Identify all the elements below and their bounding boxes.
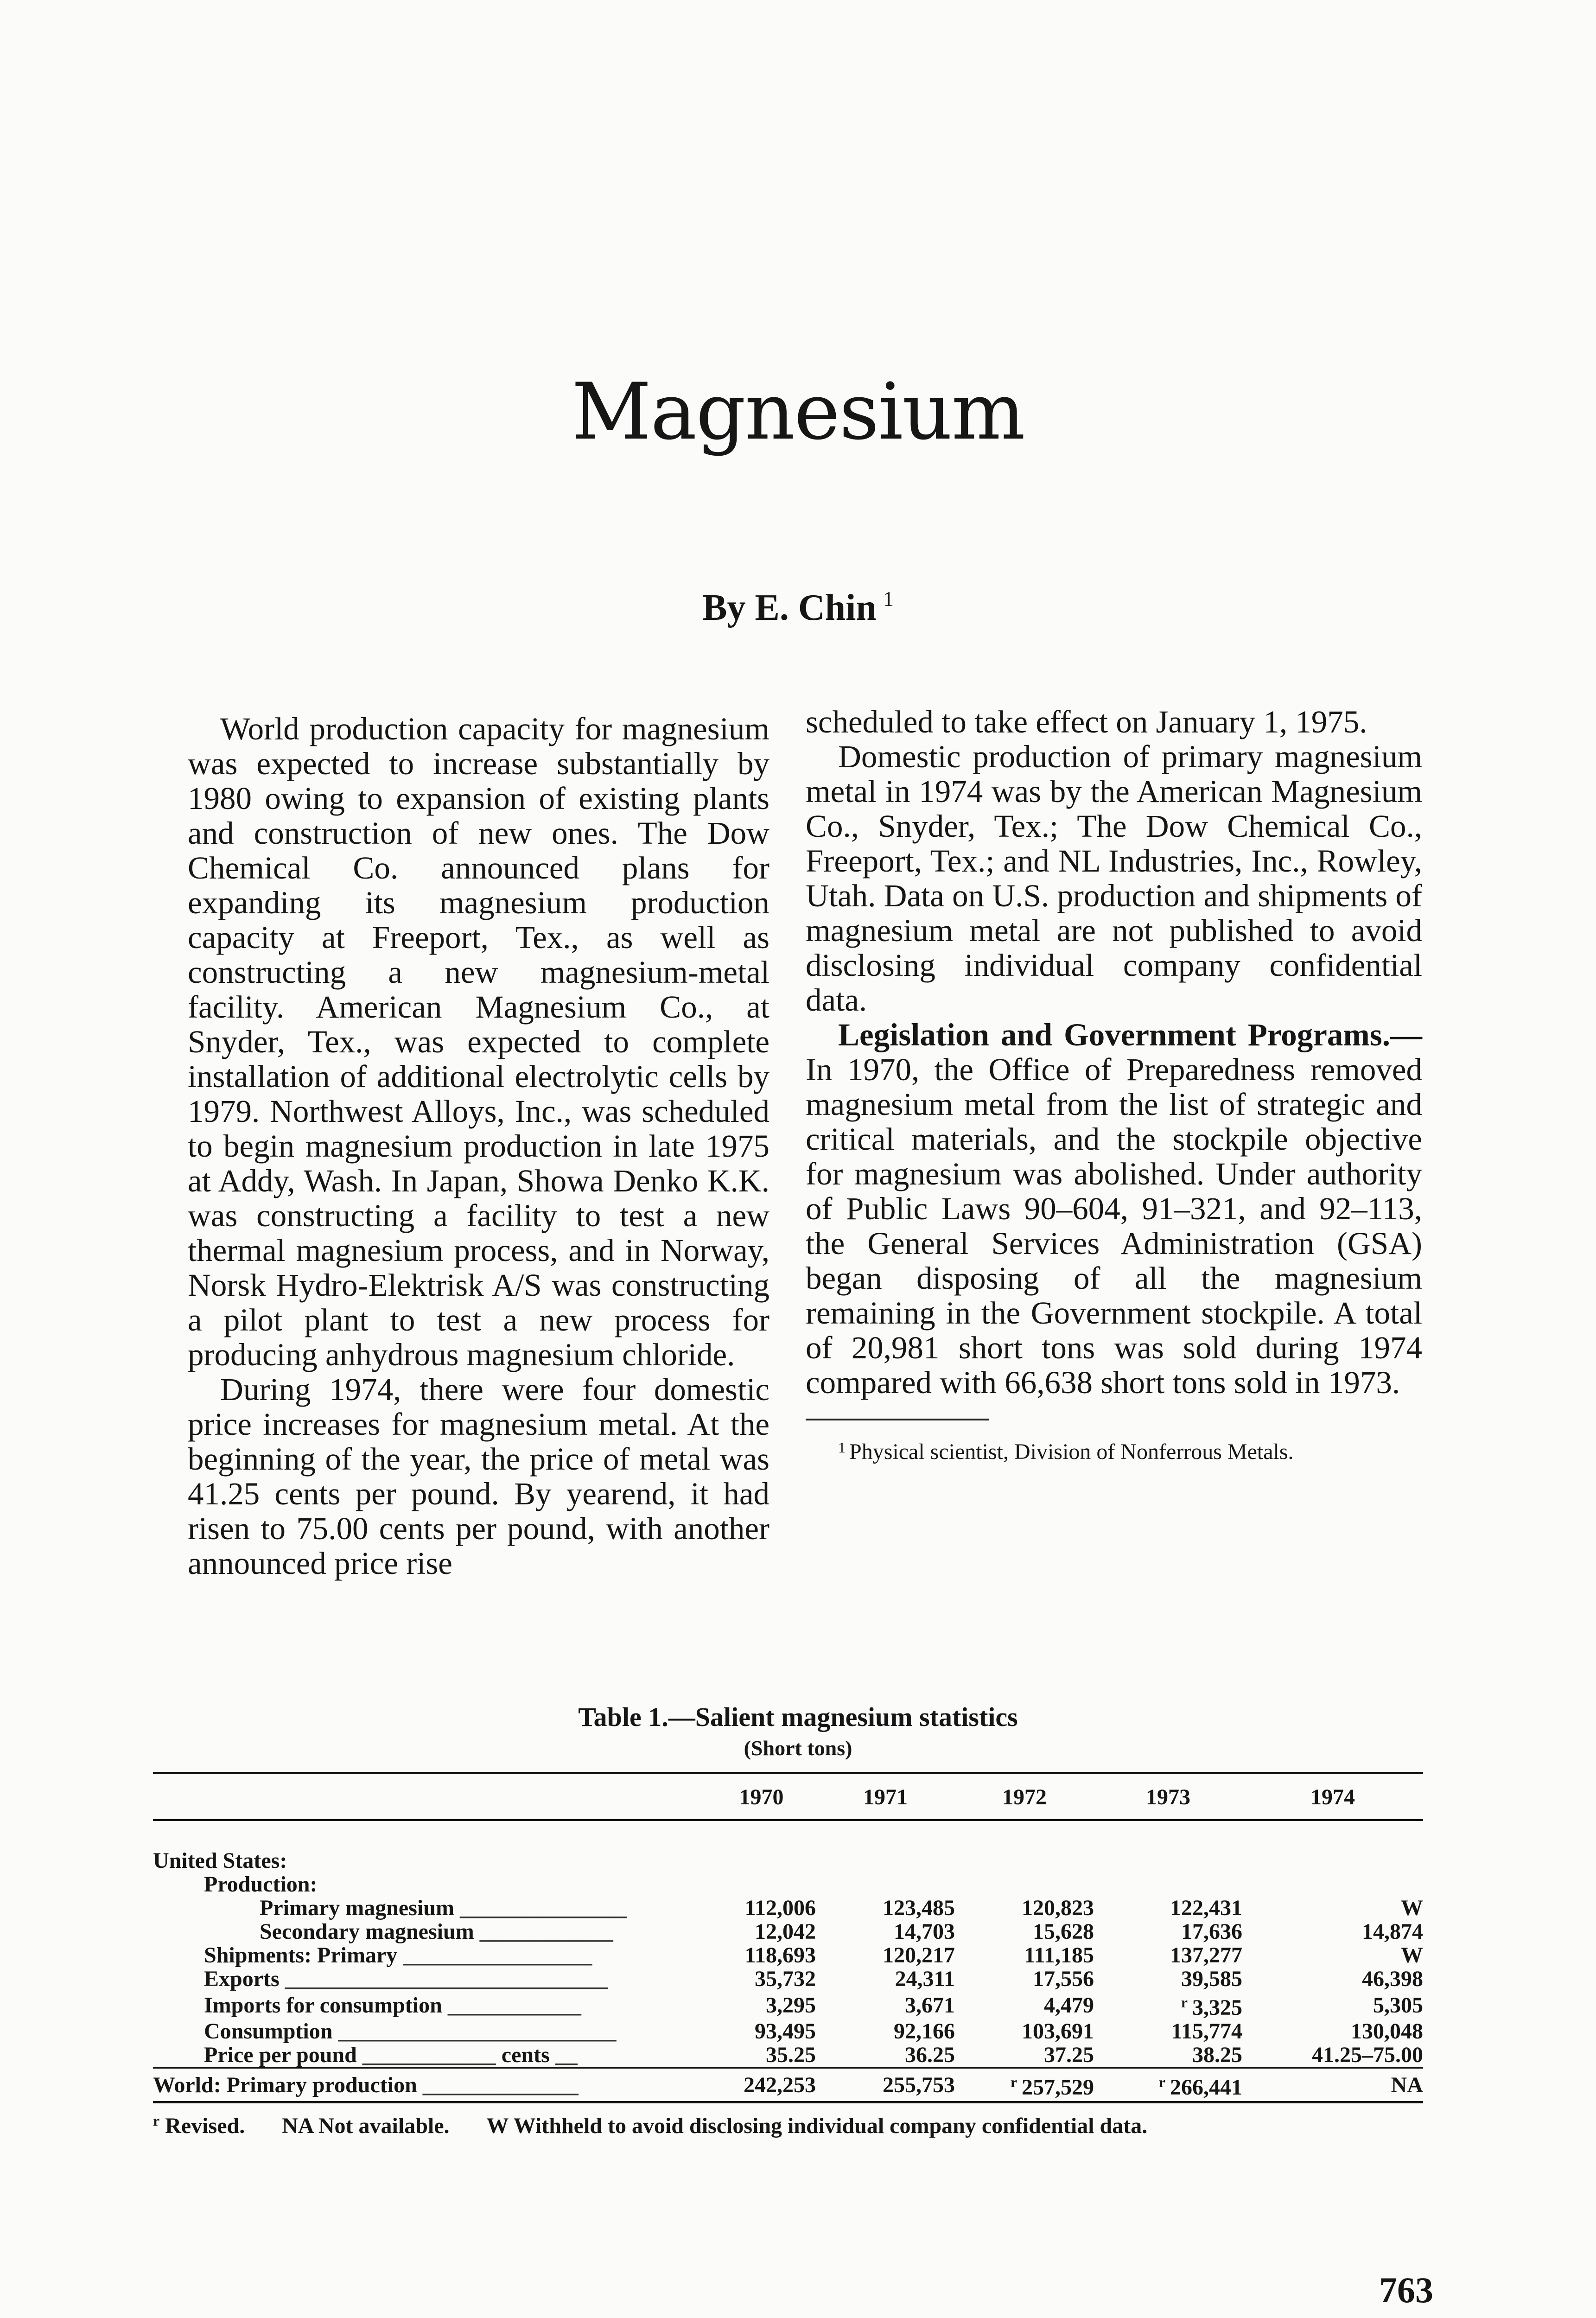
cell: 103,691 — [1022, 2019, 1094, 2044]
cell: 14,874 — [1362, 1919, 1423, 1944]
row-label: World: Primary production — [153, 2072, 417, 2097]
row-label: Primary magnesium — [260, 1896, 454, 1920]
table-row: Consumption _________________________ 93,495 92,166 103,691 115,774 130,048 — [153, 2019, 1423, 2043]
table-row: Imports for consumption ____________ 3,295 3,671 4,479 $^r$ 3,325 5,305 — [153, 1991, 1423, 2019]
byline — [0, 586, 1596, 629]
section-heading: Legislation and Government Programs.— — [838, 1017, 1422, 1052]
table-row: Price per pound ____________ cents __ 35.25 36.25 37.25 38.25 41.25–75.00 — [153, 2043, 1423, 2068]
cell: 118,693 — [744, 1943, 816, 1968]
header-1973: 1973 — [1094, 1773, 1242, 1821]
cell: 37.25 — [1044, 2043, 1094, 2067]
cell: 15,628 — [1033, 1919, 1094, 1944]
table-row: Secondary magnesium ____________ 12,042 14,703 15,628 17,636 14,874 — [153, 1920, 1423, 1943]
table-header-row — [153, 1773, 1423, 1821]
cell — [955, 2068, 1094, 2102]
table-caption: Table 1.—Salient magnesium statistics — [578, 1702, 1018, 1732]
cell: 36.25 — [905, 2043, 955, 2067]
left-column — [188, 712, 769, 1581]
statistics-table — [153, 1772, 1423, 2103]
article-title: Magnesium — [572, 366, 1024, 457]
cell: 4,479 — [1044, 1993, 1094, 2018]
header-blank — [153, 1773, 707, 1821]
table-row — [153, 1849, 1423, 1872]
cell — [1094, 1991, 1242, 2019]
row-label: Price per pound — [204, 2043, 357, 2067]
footnote-mark: 1 — [838, 1439, 846, 1456]
header-1972: 1972 — [955, 1773, 1094, 1821]
cell: 112,006 — [744, 1896, 816, 1920]
note-revised: Revised. — [165, 2114, 245, 2138]
cell: W — [1401, 1943, 1423, 1968]
paragraph-3: Domestic production of primary magnesium metal in 1974 was by the American Magnesium Co., Snyder, Tex.; The Dow Chemical Co., Freeport, Tex.; and NL Industries, Inc., Rowley, Utah. Data on U.S. production and shipments of magnesium metal are not published to avoid disclosing individual company confidential data. — [806, 739, 1422, 1018]
unit-label: cents — [501, 2043, 550, 2067]
right-column — [806, 705, 1422, 1465]
cell-value: 257,529 — [1022, 2075, 1094, 2100]
cell: 115,774 — [1171, 2019, 1242, 2044]
cell: 39,585 — [1181, 1967, 1242, 1991]
group-label-production: Production: — [204, 1872, 318, 1897]
cell: 137,277 — [1170, 1943, 1242, 1968]
cell: 24,311 — [895, 1967, 955, 1991]
cell: 46,398 — [1362, 1967, 1423, 1991]
cell: 41.25–75.00 — [1312, 2043, 1423, 2067]
table-row: Primary magnesium _______________ 112,006 123,485 120,823 122,431 W — [153, 1896, 1423, 1920]
cell: 35,732 — [755, 1967, 816, 1991]
cell: 35.25 — [766, 2043, 816, 2067]
table-row: Shipments: Primary _________________ 118,693 120,217 111,185 137,277 W — [153, 1943, 1423, 1967]
group-label-us: United States: — [153, 1848, 287, 1873]
paragraph-1: World production capacity for magnesium was expected to increase substantially by 1980 owing to expansion of existing plants and construction of new ones. The Dow Chemical Co. announced plans for expanding its magnesium production capacity at Freeport, Tex., as well as constructing a new magnesium-metal facility. American Magnesium Co., at Snyder, Tex., was expected to complete installation of additional electrolytic cells by 1979. Northwest Alloys, Inc., was scheduled to begin magnesium production in late 1975 at Addy, Wash. In Japan, Showa Denko K.K. was constructing a facility to test a new thermal magnesium process, and in Norway, Norsk Hydro-Elektrisk A/S was constructing a pilot plant to test a new process for producing anhydrous magnesium chloride. — [188, 711, 769, 1372]
row-label: Consumption — [204, 2019, 333, 2044]
table-row: Exports _____________________________ 35,732 24,311 17,556 39,585 46,398 — [153, 1967, 1423, 1991]
header-1974: 1974 — [1242, 1773, 1423, 1821]
cell: 3,671 — [905, 1993, 955, 2018]
cell: NA — [1242, 2068, 1423, 2102]
cell: W — [1401, 1896, 1423, 1920]
paragraph-continuation: scheduled to take effect on January 1, 1975. — [806, 704, 1367, 739]
cell: 123,485 — [883, 1896, 955, 1920]
cell: 242,253 — [707, 2068, 816, 2102]
table-row: World: Primary production ______________ 242,253 255,753 $^r$ 257,529 $^r$ 266,441 NA — [153, 2068, 1423, 2102]
footnote-text: Physical scientist, Division of Nonferrous Metals. — [849, 1439, 1294, 1464]
cell: 111,185 — [1024, 1943, 1094, 1968]
table-notes — [153, 2107, 1423, 2140]
row-label: Shipments: Primary — [204, 1943, 398, 1968]
note-na: NA Not available. — [282, 2114, 450, 2138]
cell: 92,166 — [894, 2019, 955, 2044]
footnote — [806, 1434, 1422, 1465]
cell — [1094, 2068, 1242, 2102]
cell: 122,431 — [1170, 1896, 1242, 1920]
cell: 93,495 — [755, 2019, 816, 2044]
revised-mark: r — [1181, 1994, 1188, 2011]
cell: 17,636 — [1181, 1919, 1242, 1944]
cell: 12,042 — [755, 1919, 816, 1944]
header-1971: 1971 — [816, 1773, 955, 1821]
table-row — [153, 1872, 1423, 1896]
cell: 5,305 — [1373, 1993, 1423, 2018]
row-label: Exports — [204, 1967, 280, 1991]
note-withheld: W Withheld to avoid disclosing individual company confidential data. — [486, 2114, 1148, 2138]
row-label: Secondary magnesium — [260, 1919, 474, 1944]
cell-value: 266,441 — [1170, 2075, 1242, 2100]
row-label: Imports for consumption — [204, 1993, 442, 2018]
revised-mark: r — [1158, 2074, 1165, 2090]
revised-mark: r — [1010, 2074, 1017, 2090]
page-number: 763 — [1379, 2270, 1433, 2310]
author-footnote-mark: 1 — [883, 587, 894, 611]
cell: 17,556 — [1033, 1967, 1094, 1991]
cell: 3,295 — [766, 1993, 816, 2018]
cell: 130,048 — [1351, 2019, 1423, 2044]
cell: 14,703 — [894, 1919, 955, 1944]
cell: 255,753 — [816, 2068, 955, 2102]
cell: 38.25 — [1192, 2043, 1242, 2067]
paragraph-4 — [806, 1018, 1422, 1400]
cell: 120,217 — [883, 1943, 955, 1968]
table-subcaption: (Short tons) — [744, 1736, 852, 1760]
revised-mark: r — [153, 2112, 160, 2129]
paragraph-4-text: In 1970, the Office of Preparedness removed magnesium metal from the list of strategic and critical materials, and the stockpile objective for magnesium was abolished. Under authority of Public Laws 90–604, 91–321, and 92–113, the General Services Administration (GSA) began disposing of all the magnesium remaining in the Government stockpile. A total of 20,981 short tons was sold during 1974 compared with 66,638 short tons sold in 1973. — [806, 1052, 1422, 1400]
cell: 120,823 — [1022, 1896, 1094, 1920]
cell-value: 3,325 — [1192, 1995, 1242, 2020]
author-name: By E. Chin — [702, 587, 877, 628]
table-spacer — [153, 1820, 1423, 1849]
footnote-divider — [806, 1419, 989, 1420]
paragraph-2: During 1974, there were four domestic price increases for magnesium metal. At the beginning of the year, the price of metal was 41.25 cents per pound. By yearend, it had risen to 75.00 cents per pound, with another announced price rise — [188, 1372, 769, 1581]
header-1970: 1970 — [707, 1773, 816, 1821]
